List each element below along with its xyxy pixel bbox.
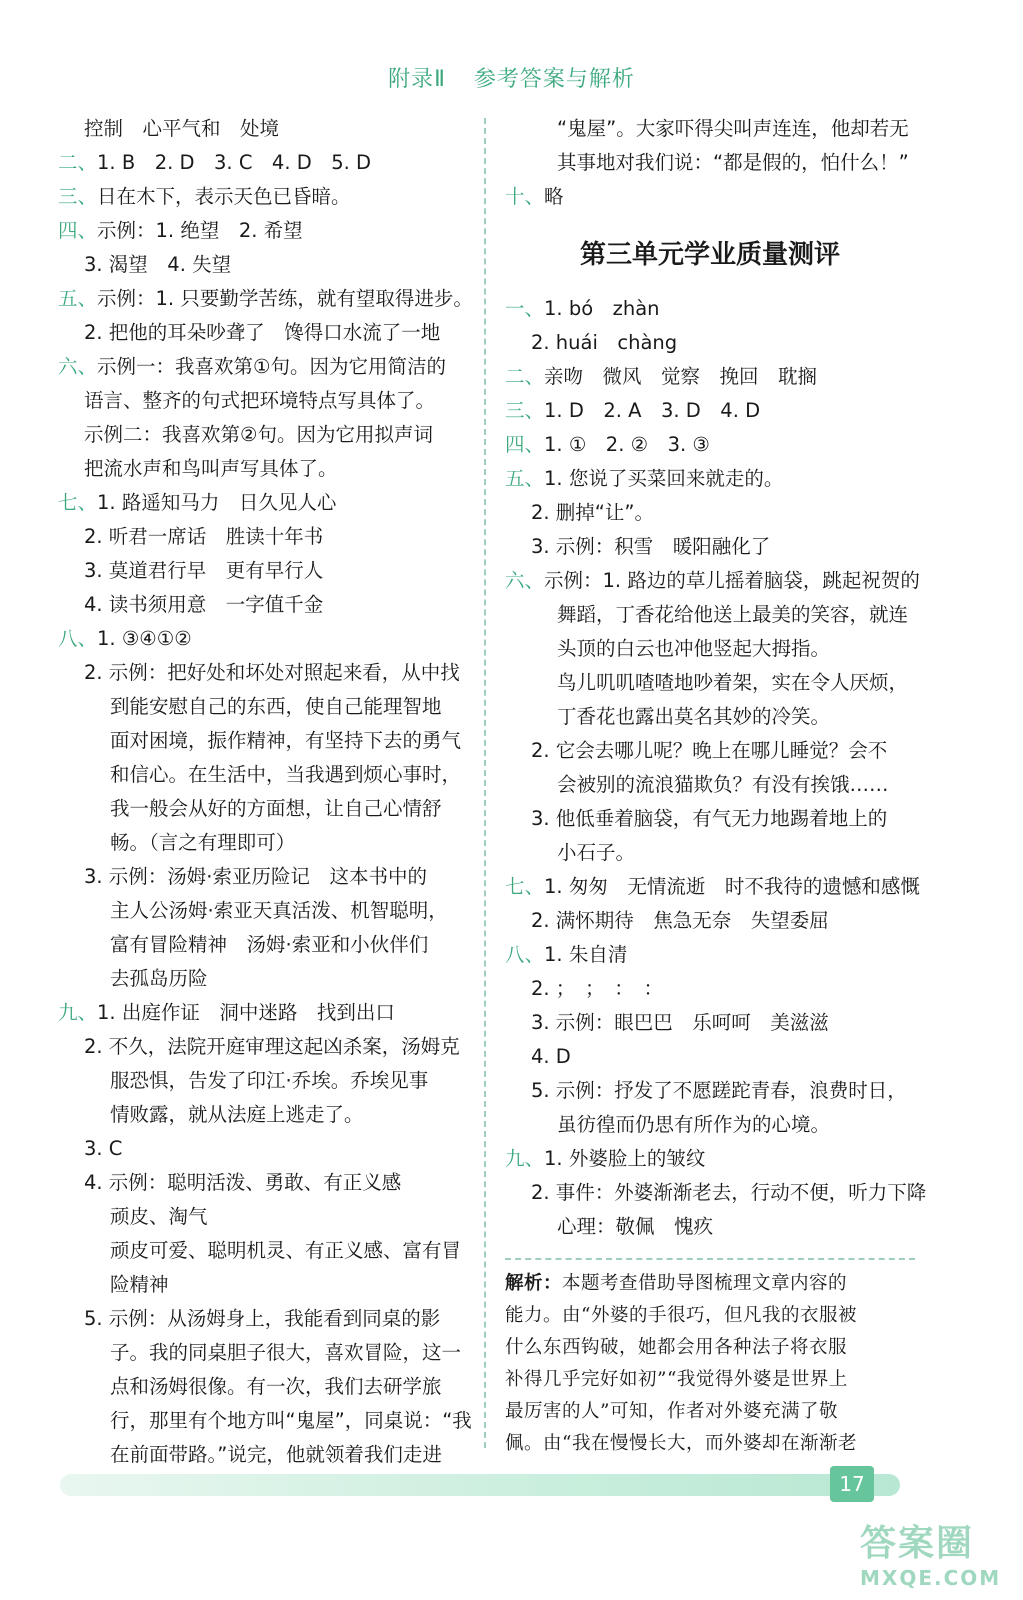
answer-text: 在前面带路。”说完，他就领着我们走进 xyxy=(110,1443,442,1466)
answer-text: 示例：1. 绝望 2. 希望 xyxy=(97,219,303,242)
answer-text: 丁香花也露出莫名其妙的冷笑。 xyxy=(557,705,831,728)
answer-line xyxy=(505,598,915,632)
answer-line xyxy=(505,564,920,598)
answer-line xyxy=(58,588,468,622)
answer-line xyxy=(505,1006,915,1040)
answer-line xyxy=(505,112,915,146)
analysis-line xyxy=(505,1300,915,1332)
answer-text: 把流水声和鸟叫声写具体了。 xyxy=(84,457,338,480)
answer-line xyxy=(505,496,915,530)
answer-line xyxy=(58,1030,468,1064)
answer-text: 2. 示例：把好处和坏处对照起来看，从中找 xyxy=(84,661,460,684)
question-number: 七、 xyxy=(58,491,98,514)
header-title: 参考答案与解析 xyxy=(473,67,635,92)
answer-text: 富有冒险精神 汤姆·索亚和小伙伴们 xyxy=(110,933,429,956)
answer-line xyxy=(505,1176,927,1210)
answer-text: 1. ③④①② xyxy=(97,627,192,650)
answer-text: 畅。（言之有理即可） xyxy=(110,831,296,854)
question-number: 七、 xyxy=(505,875,545,898)
answer-line xyxy=(58,1268,468,1302)
answer-line xyxy=(58,656,468,690)
answer-text: 1. 外婆脸上的皱纹 xyxy=(544,1147,706,1170)
answer-text: 子。我的同桌胆子很大，喜欢冒险，这一 xyxy=(110,1341,462,1364)
question-number: 六、 xyxy=(505,569,545,592)
answer-line xyxy=(505,180,915,214)
answer-text: 日在木下，表示天色已昏暗。 xyxy=(97,185,351,208)
watermark-top: 答案圈 xyxy=(860,1523,975,1564)
answer-text: 示例二：我喜欢第②句。因为它用拟声词 xyxy=(84,423,433,446)
answer-text: 3. 示例：积雪 暖阳融化了 xyxy=(531,535,771,558)
answer-line xyxy=(505,938,915,972)
answer-text: 鸟儿叽叽喳喳地吵着架，实在令人厌烦， xyxy=(557,671,909,694)
answer-text: 行，那里有个地方叫“鬼屋”，同桌说：“我 xyxy=(110,1409,472,1432)
column-divider xyxy=(484,118,486,1448)
answer-line xyxy=(58,860,468,894)
answer-text: 示例：1. 只要勤学苦练，就有望取得进步。 xyxy=(97,287,473,310)
answer-line xyxy=(505,428,915,462)
right-bottom-answers xyxy=(505,292,927,1244)
left-column xyxy=(58,112,473,1472)
answer-line xyxy=(58,792,468,826)
answer-text: 虽彷徨而仍思有所作为的心境。 xyxy=(557,1113,831,1136)
answer-line xyxy=(505,734,915,768)
answer-line xyxy=(505,1108,915,1142)
question-number: 八、 xyxy=(505,943,545,966)
analysis-line xyxy=(505,1268,915,1300)
answer-line xyxy=(58,1234,468,1268)
answer-line xyxy=(58,1404,472,1438)
answer-text: 亲吻 微风 觉察 挽回 耽搁 xyxy=(544,365,818,388)
appendix-label: 附录Ⅱ xyxy=(388,67,446,92)
answer-text: 我一般会从好的方面想，让自己心情舒 xyxy=(110,797,442,820)
answer-line xyxy=(505,666,915,700)
analysis-line xyxy=(505,1364,915,1396)
answer-text: 舞蹈，丁香花给他送上最美的笑容，就连 xyxy=(557,603,909,626)
answer-text: 情败露，就从法庭上逃走了。 xyxy=(110,1103,364,1126)
answer-text: 险精神 xyxy=(110,1273,169,1296)
answer-line xyxy=(505,1210,915,1244)
answer-text: 3. 渴望 4. 失望 xyxy=(84,253,232,276)
answer-text: 5. 示例：抒发了不愿蹉跎青春，浪费时日， xyxy=(531,1079,907,1102)
answer-line xyxy=(58,248,468,282)
question-number: 二、 xyxy=(58,151,98,174)
answer-line xyxy=(505,700,915,734)
answer-text: 点和汤姆很像。有一次，我们去研学旅 xyxy=(110,1375,442,1398)
answer-line xyxy=(505,870,920,904)
answer-text: 示例一：我喜欢第①句。因为它用简洁的 xyxy=(97,355,446,378)
answer-line xyxy=(505,146,915,180)
answer-text: 1. bó zhàn xyxy=(544,297,660,320)
answer-text: 3. 示例：汤姆·索亚历险记 这本书中的 xyxy=(84,865,428,888)
answer-text: 1. 匆匆 无情流逝 时不我待的遗憾和感慨 xyxy=(544,875,920,898)
answer-line xyxy=(58,452,468,486)
answer-text: 1. 您说了买菜回来就走的。 xyxy=(544,467,784,490)
answer-text: 4. D xyxy=(531,1045,571,1068)
question-number: 五、 xyxy=(58,287,98,310)
question-number: 八、 xyxy=(58,627,98,650)
page-number: 17 xyxy=(830,1466,874,1502)
answer-text: 5. 示例：从汤姆身上，我能看到同桌的影 xyxy=(84,1307,441,1330)
answer-text: 2. 不久，法院开庭审理这起凶杀案，汤姆克 xyxy=(84,1035,460,1058)
answer-line xyxy=(505,768,915,802)
answer-line xyxy=(505,360,915,394)
answer-line xyxy=(58,520,468,554)
answer-line xyxy=(58,1370,468,1404)
question-number: 二、 xyxy=(505,365,545,388)
answer-line xyxy=(505,1142,915,1176)
question-number: 四、 xyxy=(505,433,545,456)
answer-line xyxy=(58,214,468,248)
answer-line xyxy=(58,1132,468,1166)
answer-text: 心理：敬佩 愧疚 xyxy=(557,1215,714,1238)
answer-line xyxy=(58,1166,468,1200)
answer-line xyxy=(58,962,468,996)
answer-text: 3. 示例：眼巴巴 乐呵呵 美滋滋 xyxy=(531,1011,829,1034)
answer-line xyxy=(58,146,468,180)
answer-line xyxy=(58,1336,468,1370)
answer-text: 1. B 2. D 3. C 4. D 5. D xyxy=(97,151,372,174)
answer-line xyxy=(58,350,468,384)
analysis-label: 解析： xyxy=(505,1273,563,1294)
answer-text: 1. ① 2. ② 3. ③ xyxy=(544,433,710,456)
analysis-text: 佩。由“我在慢慢长大，而外婆却在渐渐老 xyxy=(505,1433,857,1454)
answer-text: 1. 出庭作证 洞中迷路 找到出口 xyxy=(97,1001,395,1024)
answer-text: 顽皮可爱、聪明机灵、有正义感、富有冒 xyxy=(110,1239,462,1262)
analysis-text: 什么东西钩破，她都会用各种法子将衣服 xyxy=(505,1337,848,1358)
answer-line xyxy=(58,928,468,962)
answer-text: 1. 朱自清 xyxy=(544,943,628,966)
answer-line xyxy=(58,1064,468,1098)
analysis-text: 补得几乎完好如初”“我觉得外婆是世界上 xyxy=(505,1369,848,1390)
answer-line xyxy=(58,1200,468,1234)
answer-line xyxy=(58,384,468,418)
answer-line xyxy=(58,1098,468,1132)
answer-line xyxy=(58,622,468,656)
answer-line xyxy=(58,1438,468,1472)
question-number: 五、 xyxy=(505,467,545,490)
answer-line xyxy=(58,418,468,452)
question-number: 一、 xyxy=(505,297,545,320)
answer-line xyxy=(505,972,915,1006)
answer-text: 2. 把他的耳朵吵聋了 馋得口水流了一地 xyxy=(84,321,441,344)
question-number: 三、 xyxy=(58,185,98,208)
answer-line xyxy=(58,486,468,520)
answer-text: 会被别的流浪猫欺负？有没有挨饿…… xyxy=(557,773,889,796)
answer-text: 略 xyxy=(544,185,564,208)
answer-line xyxy=(505,462,915,496)
answer-line xyxy=(505,530,915,564)
answer-line xyxy=(505,802,915,836)
answer-text: 3. 他低垂着脑袋，有气无力地踢着地上的 xyxy=(531,807,888,830)
question-number: 十、 xyxy=(505,185,545,208)
answer-text: 小石子。 xyxy=(557,841,636,864)
answer-text: 4. 示例：聪明活泼、勇敢、有正义感 xyxy=(84,1171,402,1194)
analysis-text: 最厉害的人”可知，作者对外婆充满了敬 xyxy=(505,1401,838,1422)
analysis-line xyxy=(505,1428,915,1460)
watermark-logo xyxy=(860,1515,1010,1595)
answer-line xyxy=(58,996,468,1030)
answer-text: 1. 路遥知马力 日久见人心 xyxy=(97,491,337,514)
answer-line xyxy=(505,1040,915,1074)
answer-line xyxy=(58,112,468,146)
answer-text: 1. D 2. A 3. D 4. D xyxy=(544,399,761,422)
right-top-answers xyxy=(505,112,915,214)
answer-text: “鬼屋”。大家吓得尖叫声连连，他却若无 xyxy=(557,117,909,140)
answer-text: 3. C xyxy=(84,1137,123,1160)
answer-line xyxy=(505,836,915,870)
answer-line xyxy=(505,1074,915,1108)
answer-text: 去孤岛历险 xyxy=(110,967,208,990)
answer-text: 2. ； ； ： ： xyxy=(531,977,664,1000)
question-number: 六、 xyxy=(58,355,98,378)
answer-line xyxy=(505,632,915,666)
page-header xyxy=(0,62,1023,93)
answer-text: 到能安慰自己的东西，使自己能理智地 xyxy=(110,695,442,718)
right-column xyxy=(505,112,927,1460)
answer-text: 2. 它会去哪儿呢？晚上在哪儿睡觉？会不 xyxy=(531,739,888,762)
analysis-text: 本题考查借助导图梳理文章内容的 xyxy=(562,1273,848,1294)
answer-line xyxy=(58,724,468,758)
answer-line xyxy=(505,394,915,428)
answer-text: 服恐惧，告发了印江·乔埃。乔埃见事 xyxy=(110,1069,429,1092)
answer-line xyxy=(58,826,468,860)
answer-text: 2. 删掉“让”。 xyxy=(531,501,655,524)
answer-line xyxy=(58,180,468,214)
answer-line xyxy=(58,554,468,588)
answer-text: 面对困境，振作精神，有坚持下去的勇气 xyxy=(110,729,462,752)
answer-text: 2. 听君一席话 胜读十年书 xyxy=(84,525,324,548)
answer-line xyxy=(58,1302,468,1336)
question-number: 九、 xyxy=(505,1147,545,1170)
section-title: 第三单元学业质量测评 xyxy=(579,240,840,270)
answer-line xyxy=(505,292,915,326)
analysis-text: 能力。由“外婆的手很巧，但凡我的衣服被 xyxy=(505,1305,857,1326)
analysis-block xyxy=(505,1258,915,1460)
answer-line xyxy=(505,326,915,360)
answer-text: 其事地对我们说：“都是假的，怕什么！” xyxy=(557,151,909,174)
answer-line xyxy=(58,894,468,928)
answer-line xyxy=(58,758,468,792)
answer-text: 2. huái chàng xyxy=(531,331,678,354)
answer-line xyxy=(58,282,473,316)
answer-text: 顽皮、淘气 xyxy=(110,1205,208,1228)
answer-line xyxy=(58,316,468,350)
answer-line xyxy=(505,904,915,938)
question-number: 三、 xyxy=(505,399,545,422)
answer-text: 示例：1. 路边的草儿摇着脑袋，跳起祝贺的 xyxy=(544,569,920,592)
answer-text: 3. 莫道君行早 更有早行人 xyxy=(84,559,324,582)
footer-band xyxy=(60,1474,900,1496)
answer-line xyxy=(58,690,468,724)
answer-text: 主人公汤姆·索亚天真活泼、机智聪明， xyxy=(110,899,448,922)
analysis-line xyxy=(505,1396,915,1428)
answer-text: 头顶的白云也冲他竖起大拇指。 xyxy=(557,637,831,660)
question-number: 四、 xyxy=(58,219,98,242)
answer-text: 2. 事件：外婆渐渐老去，行动不便，听力下降 xyxy=(531,1181,927,1204)
question-number: 九、 xyxy=(58,1001,98,1024)
answer-text: 4. 读书须用意 一字值千金 xyxy=(84,593,324,616)
answer-text: 和信心。在生活中，当我遇到烦心事时， xyxy=(110,763,462,786)
analysis-line xyxy=(505,1332,915,1364)
answer-text: 控制 心平气和 处境 xyxy=(84,117,280,140)
watermark-bottom: MXQE.COM xyxy=(860,1566,1002,1590)
answer-text: 2. 满怀期待 焦急无奈 失望委屈 xyxy=(531,909,829,932)
answer-text: 语言、整齐的句式把环境特点写具体了。 xyxy=(84,389,436,412)
